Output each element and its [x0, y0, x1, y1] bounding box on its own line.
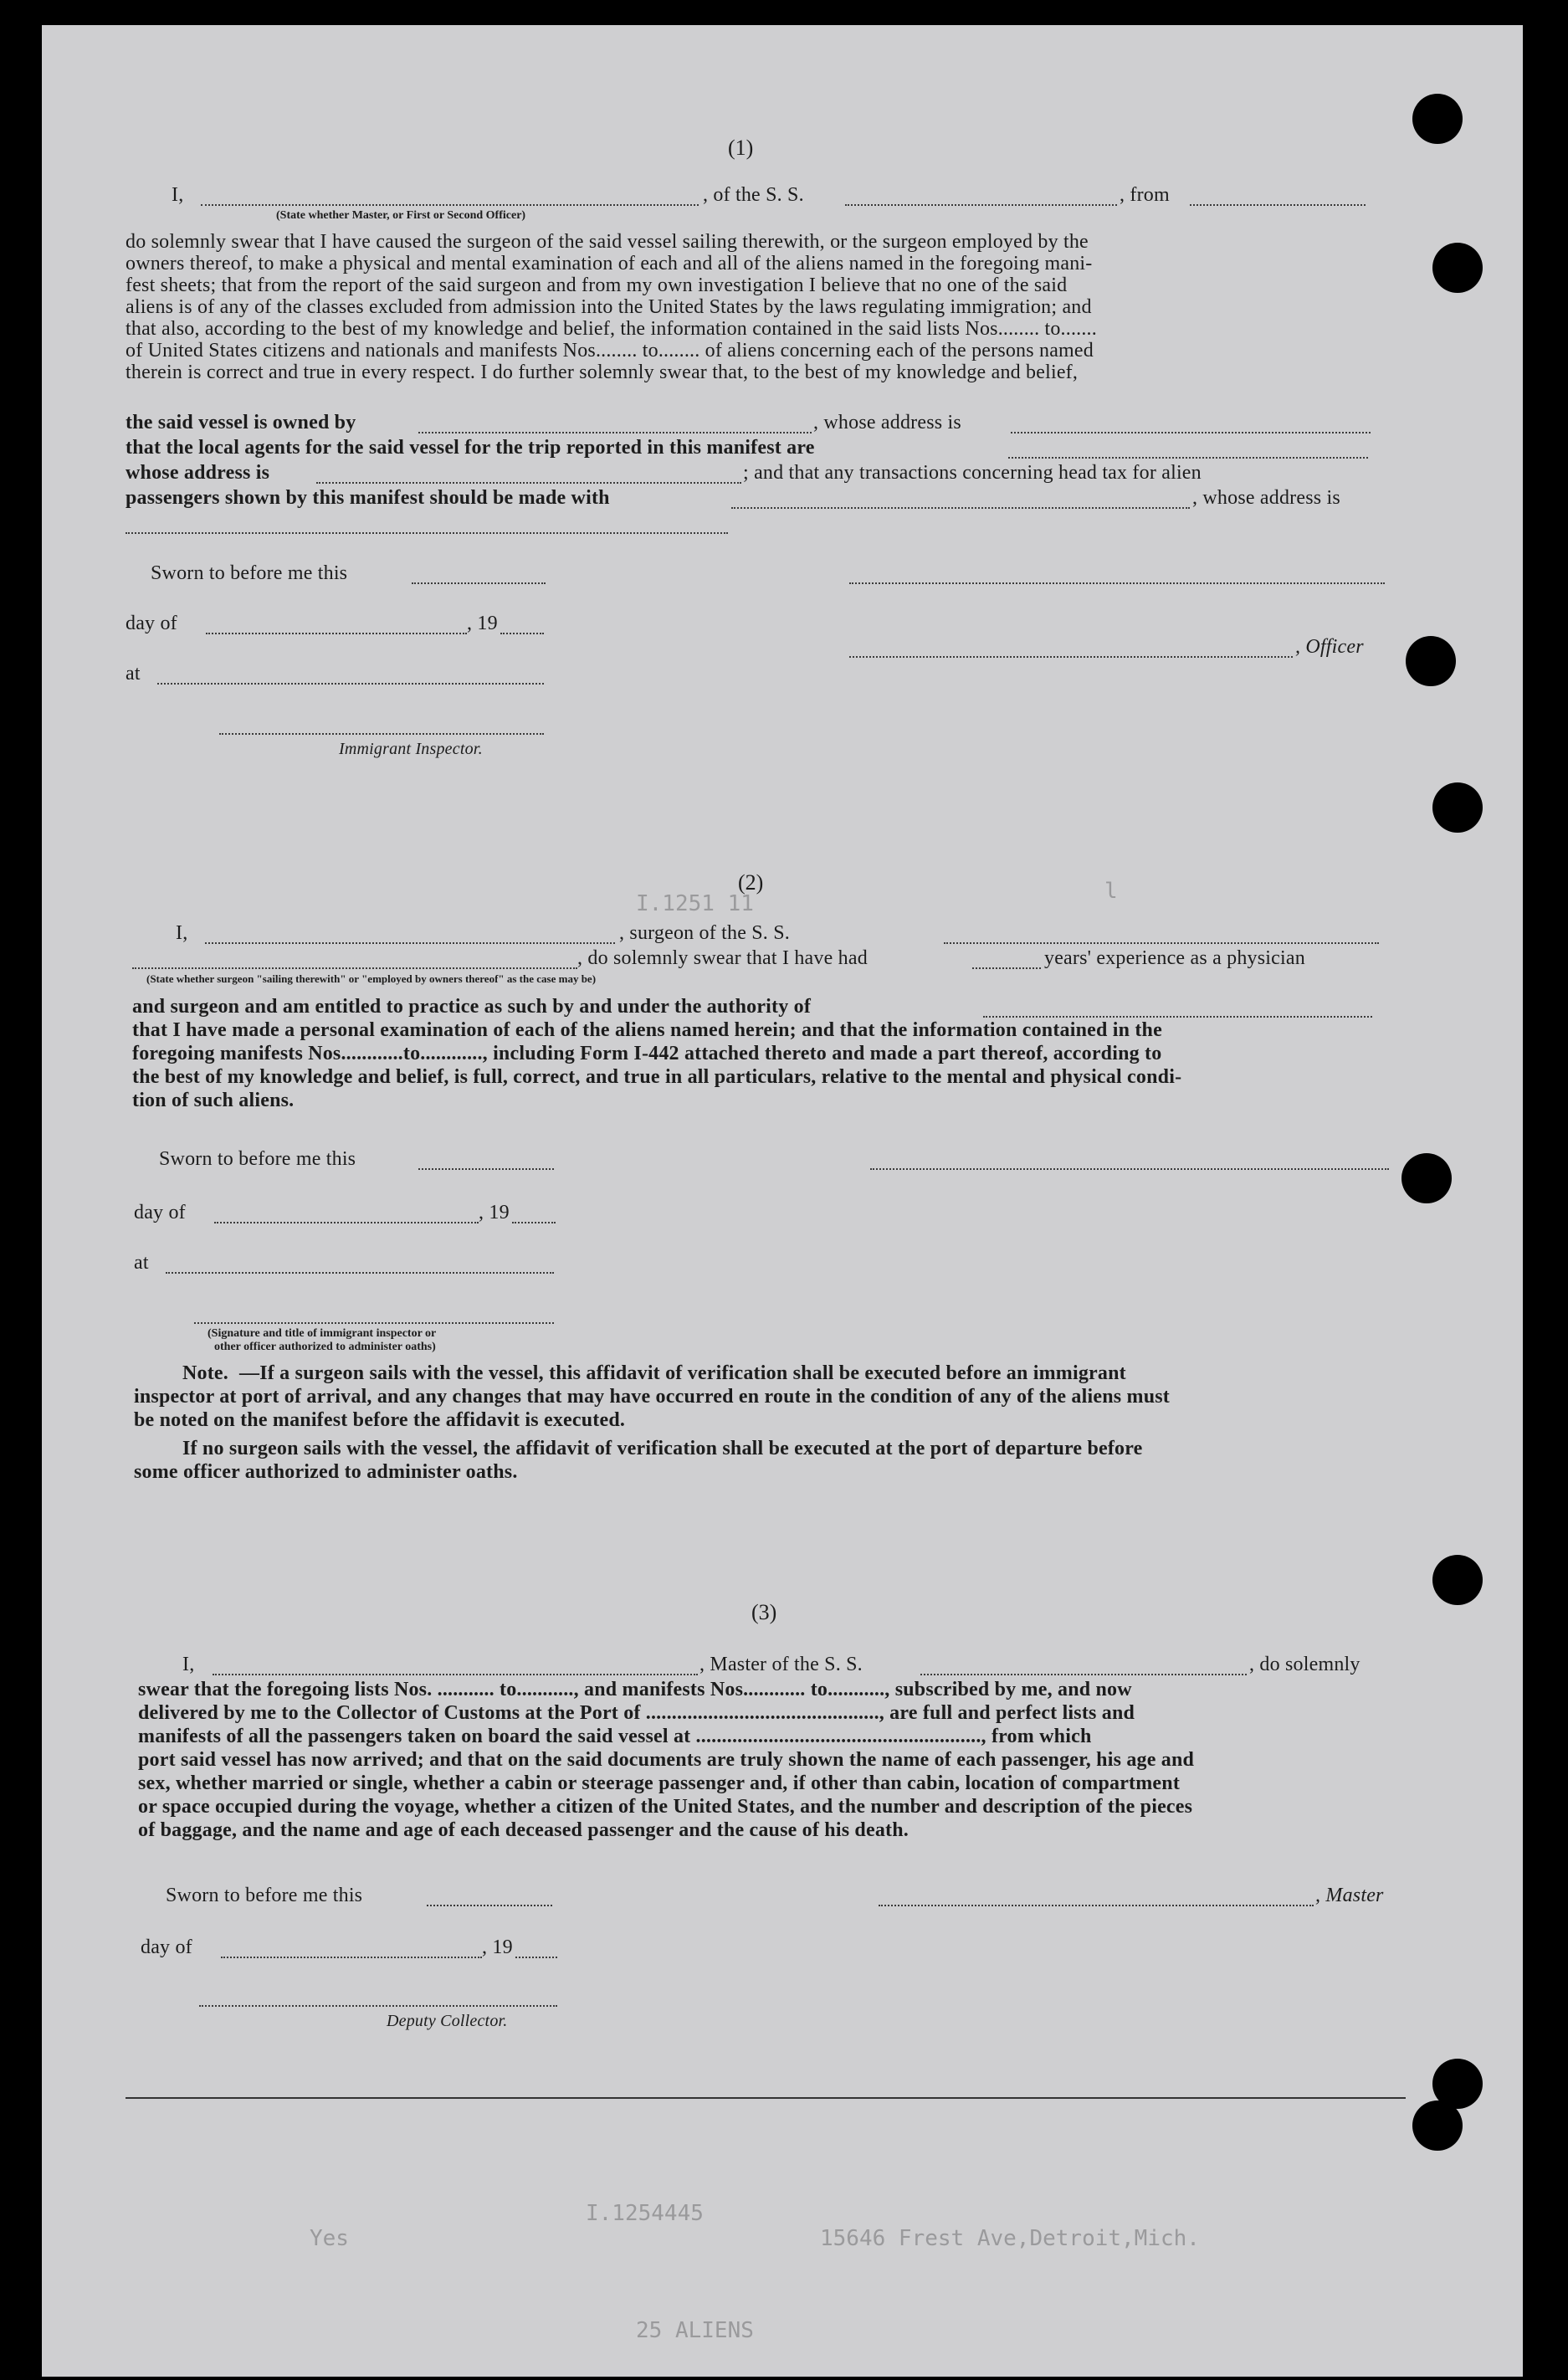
master-label: , Master	[1315, 1885, 1384, 1906]
sworn-date-field[interactable]	[418, 1168, 554, 1170]
text-line: of baggage, and the name and age of each deceased passenger and the cause of his death.	[138, 1819, 909, 1841]
year-label: , 19	[482, 1936, 513, 1958]
agent-address-label: whose address is	[126, 462, 270, 484]
day-of-label: day of	[126, 613, 177, 634]
sworn-label: Sworn to before me this	[166, 1885, 363, 1906]
do-solemnly-label: , do solemnly	[1249, 1654, 1360, 1675]
whose-address-label: , whose address is	[813, 412, 961, 433]
note-label: Note.	[182, 1362, 228, 1384]
head-tax-text: ; and that any transactions concerning head tax for alien	[743, 462, 1202, 484]
master-ship-field[interactable]	[920, 1674, 1247, 1675]
text-line: do solemnly swear that I have caused the surgeon of the said vessel sailing therewith, or the surgeon employed by the	[126, 231, 1089, 253]
bleed-through-text: 15646 Frest Ave,Detroit,Mich.	[820, 2226, 1200, 2251]
i-label: I,	[182, 1654, 195, 1675]
i-label: I,	[172, 184, 184, 206]
sworn-date-field[interactable]	[412, 582, 546, 584]
month-field[interactable]	[206, 633, 467, 634]
bleed-through-text: 25 ALIENS	[636, 2318, 754, 2343]
punch-hole	[1412, 94, 1463, 144]
divider-line	[126, 2097, 1406, 2099]
text-line: that I have made a personal examination of each of the aliens named herein; and that the information contained in the	[132, 1019, 1162, 1041]
at-label: at	[126, 663, 141, 685]
text-line: or space occupied during the voyage, whether a citizen of the United States, and the number and description of the pieces	[138, 1796, 1193, 1818]
year-label: , 19	[479, 1202, 510, 1223]
from-port-field[interactable]	[1190, 204, 1366, 206]
at-place-field[interactable]	[157, 683, 544, 685]
text-line: foregoing manifests Nos............to............, including Form I-442 attached thereto and made a part thereof, according to	[132, 1043, 1162, 1064]
signature-note: (Signature and title of immigrant inspector or	[208, 1327, 437, 1340]
swear-text: , do solemnly swear that I have had	[577, 947, 868, 969]
owner-field[interactable]	[418, 432, 812, 433]
agent-address-field[interactable]	[316, 482, 741, 484]
from-label: , from	[1120, 184, 1170, 206]
text-line: —If a surgeon sails with the vessel, this affidavit of verification shall be executed before an immigrant	[239, 1362, 1126, 1384]
section-number: (2)	[738, 870, 764, 895]
year-field[interactable]	[500, 633, 544, 634]
at-place-field[interactable]	[166, 1272, 554, 1274]
of-the-ss-label: , of the S. S.	[703, 184, 804, 206]
bleed-through-text: Yes	[310, 2226, 349, 2251]
text-line: sex, whether married or single, whether a cabin or steerage passenger and, if other than cabin, location of compartment	[138, 1772, 1181, 1794]
bleed-through-text: I.1254445	[586, 2201, 704, 2226]
bleed-through-text: I.1251 11	[636, 891, 754, 916]
sworn-label: Sworn to before me this	[159, 1148, 356, 1170]
month-field[interactable]	[221, 1957, 482, 1958]
years-field[interactable]	[972, 967, 1041, 969]
bleed-through-text: l	[1104, 879, 1118, 904]
surgeon-signature-field[interactable]	[870, 1168, 1389, 1170]
officer-label: , Officer	[1295, 636, 1364, 658]
field-note: (State whether Master, or First or Second Officer)	[276, 209, 526, 222]
officer-signature-field[interactable]	[194, 1322, 554, 1324]
surgeon-name-field[interactable]	[205, 942, 615, 944]
deputy-label: Deputy Collector.	[387, 2012, 508, 2030]
text-line: be noted on the manifest before the affidavit is executed.	[134, 1409, 626, 1431]
passengers-label: passengers shown by this manifest should be made with	[126, 487, 610, 509]
master-signature-field[interactable]	[879, 1905, 1314, 1906]
local-agents-field[interactable]	[1008, 457, 1368, 459]
text-line: swear that the foregoing lists Nos. ........... to..........., and manifests Nos............ to..........., subscribed by me, and now	[138, 1679, 1132, 1700]
text-line: If no surgeon sails with the vessel, the affidavit of verification shall be executed at the port of departure before	[182, 1438, 1143, 1459]
punch-hole	[1406, 636, 1456, 686]
inspector-label: Immigrant Inspector.	[339, 740, 483, 758]
sworn-date-field[interactable]	[427, 1905, 552, 1906]
text-line: some officer authorized to administer oaths.	[134, 1461, 518, 1483]
text-line: inspector at port of arrival, and any changes that may have occurred en route in the condition of any of the aliens must	[134, 1386, 1170, 1408]
day-of-label: day of	[141, 1936, 192, 1958]
year-label: , 19	[467, 613, 498, 634]
inspector-signature-field[interactable]	[219, 733, 544, 735]
at-label: at	[134, 1252, 149, 1274]
text-line: therein is correct and true in every respect. I do further solemnly swear that, to the best of my knowledge and belief,	[126, 362, 1079, 383]
section-number: (3)	[751, 1600, 777, 1624]
sworn-label: Sworn to before me this	[151, 562, 348, 584]
authority-field[interactable]	[983, 1016, 1372, 1018]
i-label: I,	[176, 922, 188, 944]
section-number: (1)	[728, 136, 754, 160]
authority-label: and surgeon and am entitled to practice as such by and under the authority of	[132, 996, 812, 1018]
text-line: manifests of all the passengers taken on board the said vessel at ......................................................., from which	[138, 1726, 1092, 1747]
punch-hole	[1432, 1555, 1483, 1605]
head-tax-address-field[interactable]	[126, 532, 728, 534]
punch-hole	[1432, 782, 1483, 833]
year-field[interactable]	[515, 1957, 557, 1958]
ship-name-field[interactable]	[845, 204, 1117, 206]
owner-address-field[interactable]	[1011, 432, 1371, 433]
owned-by-label: the said vessel is owned by	[126, 412, 356, 433]
surgeon-status-field[interactable]	[132, 967, 577, 969]
officer-extra-field[interactable]	[849, 582, 1385, 584]
text-line: the best of my knowledge and belief, is full, correct, and true in all particulars, relative to the mental and physical condi-	[132, 1066, 1182, 1088]
years-text: years' experience as a physician	[1044, 947, 1305, 969]
text-line: tion of such aliens.	[132, 1090, 295, 1111]
whose-address-end-label: , whose address is	[1192, 487, 1340, 509]
surgeon-ship-field[interactable]	[944, 942, 1379, 944]
collector-signature-field[interactable]	[199, 2005, 557, 2007]
text-line: fest sheets; that from the report of the said surgeon and from my own investigation I believe that no one of the said	[126, 274, 1068, 296]
punch-hole	[1432, 243, 1483, 293]
local-agents-label: that the local agents for the said vessel for the trip reported in this manifest are	[126, 437, 815, 459]
text-line: aliens is of any of the classes excluded from admission into the United States by the laws regulating immigration; and	[126, 296, 1092, 318]
year-field[interactable]	[512, 1222, 556, 1223]
officer-signature-field[interactable]	[849, 656, 1293, 658]
text-line: that also, according to the best of my knowledge and belief, the information contained in the said lists Nos........ to.......	[126, 318, 1097, 340]
text-line: delivered by me to the Collector of Customs at the Port of ............................................., are full and perfect lists and	[138, 1702, 1135, 1724]
surgeon-of-label: , surgeon of the S. S.	[619, 922, 790, 944]
text-line: owners thereof, to make a physical and mental examination of each and all of the aliens named in the foregoing mani-	[126, 253, 1093, 274]
signature-note: other officer authorized to administer oaths)	[214, 1341, 436, 1353]
punch-hole	[1412, 2100, 1463, 2151]
text-line: of United States citizens and nationals and manifests Nos........ to........ of aliens concerning each of the persons named	[126, 340, 1094, 362]
day-of-label: day of	[134, 1202, 186, 1223]
text-line: port said vessel has now arrived; and that on the said documents are truly shown the name of each passenger, his age and	[138, 1749, 1195, 1771]
field-note: (State whether surgeon "sailing therewith" or "employed by owners thereof" as the case may be)	[146, 972, 597, 985]
master-of-label: , Master of the S. S.	[699, 1654, 863, 1675]
head-tax-contact-field[interactable]	[731, 507, 1190, 509]
punch-hole	[1401, 1153, 1452, 1203]
month-field[interactable]	[214, 1222, 479, 1223]
master-name-field[interactable]	[213, 1674, 698, 1675]
name-field[interactable]	[201, 204, 699, 206]
